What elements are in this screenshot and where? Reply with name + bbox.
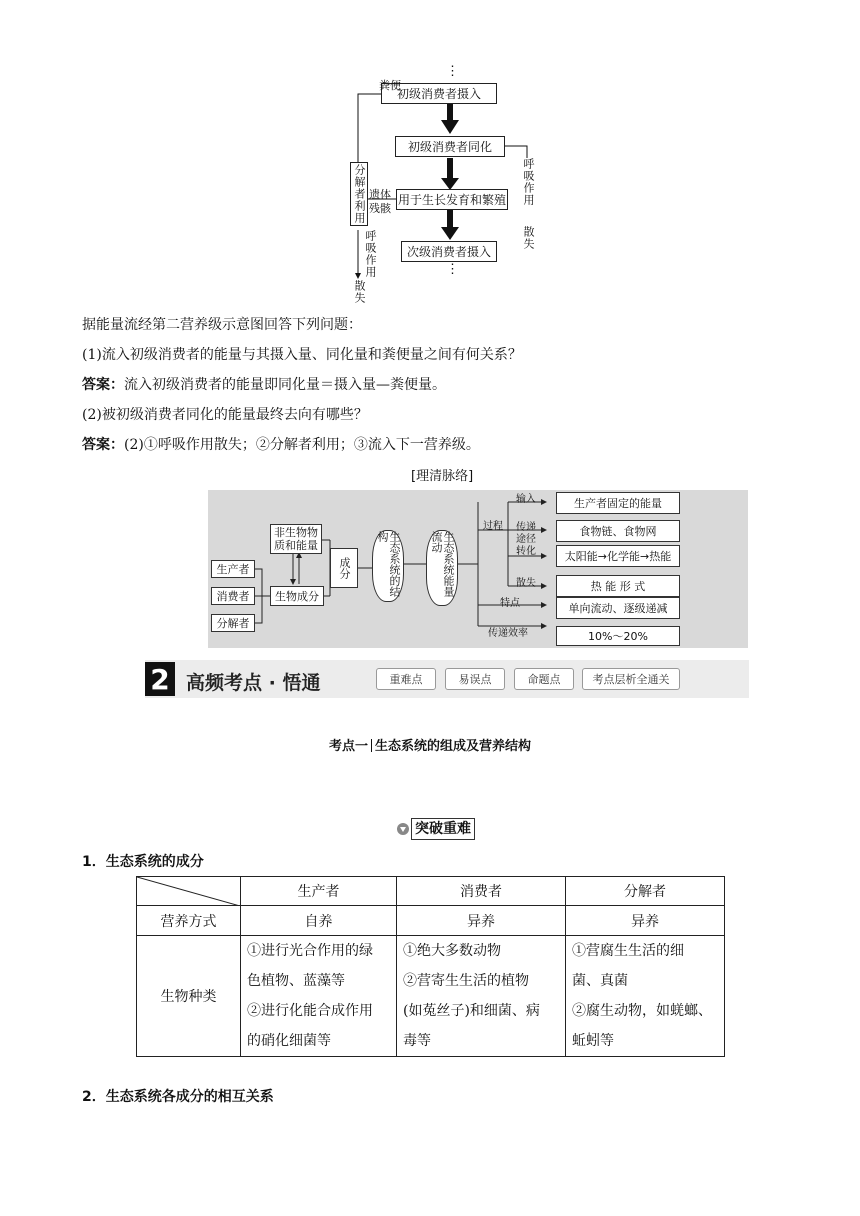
cell-consumer-nutrition: 异养 [397,906,566,936]
node-producer: 生产者 [211,560,255,578]
label-input: 输入 [516,494,536,505]
answer-2 [82,434,480,454]
kaodian-number: 考点一 [329,739,369,754]
label-transfer: 传递 [516,522,536,533]
node-structure: 生态系统的结构 [372,530,404,602]
tag-key-points[interactable]: 重难点 [376,668,436,690]
box-growth-reproduction: 用于生长发育和繁殖 [396,189,508,210]
question-1: (1)流入初级消费者的能量与其摄入量、同化量和粪便量之间有何关系？ [82,347,522,363]
cell-producer-nutrition: 自养 [241,906,397,936]
top-dots: ⋮ [446,64,459,79]
cell-decomposer-nutrition: 异养 [566,906,725,936]
banner-title: 高频考点 · 悟通 [186,672,321,694]
row-nutrition-label: 营养方式 [137,906,241,936]
box-transfer: 食物链、食物网 [556,520,680,542]
header-decomposer: 分解者 [566,877,725,906]
box-dissipate: 热 能 形 式 [556,575,680,597]
node-energy-flow: 生态系统能量流动 [426,530,458,606]
node-abiotic: 非生物物质和能量 [270,524,322,554]
box-efficiency: 10%～20% [556,626,680,646]
thick-arrow-2 [441,158,459,190]
breakthrough-label: 突破重难 [411,818,475,840]
remains-label-1: 遗体 [369,188,391,201]
intro-text: 据能量流经第二营养级示意图回答下列问题： [82,317,362,333]
label-route: 途径转化 [516,534,536,557]
cell-decomposer-species: ①营腐生生活的细 菌、真菌 ②腐生动物，如蜣螂、 蚯蚓等 [566,936,725,1057]
feces-label: 粪便 [379,79,401,92]
banner-number: 2 [145,662,175,696]
tag-exam-points[interactable]: 命题点 [514,668,574,690]
respiration-left: 呼吸作用 [364,230,377,278]
box-primary-intake: 初级消费者摄入 [381,83,497,104]
tag-mistake-points[interactable]: 易误点 [445,668,505,690]
box-input: 生产者固定的能量 [556,492,680,514]
kaodian-heading [329,735,531,754]
answer-2-text: (2)①呼吸作用散失；②分解者利用；③流入下一营养级。 [124,437,480,453]
cell-producer-species: ①进行光合作用的绿 色植物、蓝藻等 ②进行化能合成作用 的硝化细菌等 [241,936,397,1057]
node-decomposer: 分解者 [211,614,255,632]
table-row [137,936,725,1057]
respiration-right: 呼吸作用 [522,158,535,206]
table-row [137,906,725,936]
box-feature: 单向流动、逐级递减 [556,597,680,619]
heading-relations: 2．生态系统各成分的相互关系 [82,1089,274,1105]
label-process: 过程 [483,521,503,532]
answer-1 [82,374,446,394]
answer-2-label: 答案： [82,437,124,453]
question-2: (2)被初级消费者同化的能量最终去向有哪些？ [82,407,368,423]
answer-1-label: 答案： [82,377,124,393]
heading-components: 1．生态系统的成分 [82,854,204,870]
label-dissipate: 散失 [516,578,536,589]
header-producer: 生产者 [241,877,397,906]
answer-1-text: 流入初级消费者的能量即同化量＝摄入量—粪便量。 [124,377,446,393]
label-feature: 特点 [500,598,520,609]
node-biotic: 生物成分 [270,586,324,606]
box-convert: 太阳能→化学能→热能 [556,545,680,567]
table-corner-cell [137,877,241,906]
decomposer-box: 分解者利用 [350,162,368,226]
box-primary-assimilation: 初级消费者同化 [395,136,505,157]
node-component: 成分 [330,548,358,588]
components-table [136,876,725,1057]
summary-title: [理清脉络] [411,469,474,484]
table-header-row [137,877,725,906]
tag-full-analysis[interactable]: 考点层析全通关 [582,668,680,690]
box-secondary-intake: 次级消费者摄入 [401,241,497,262]
label-efficiency: 传递效率 [488,628,528,639]
header-consumer: 消费者 [397,877,566,906]
scatter-left: 散失 [353,280,366,304]
cell-consumer-species: ①绝大多数动物 ②营寄生生活的植物 (如菟丝子)和细菌、病 毒等 [397,936,566,1057]
row-species-label: 生物种类 [137,936,241,1057]
scatter-right: 散失 [522,226,535,250]
kaodian-title: 生态系统的组成及营养结构 [375,739,532,754]
bottom-dots: ⋮ [446,262,459,277]
node-consumer: 消费者 [211,587,255,605]
thick-arrow-3 [441,209,459,240]
thick-arrow-1 [441,104,459,134]
breakthrough-badge [397,818,475,840]
remains-label-2: 残骸 [369,202,391,215]
